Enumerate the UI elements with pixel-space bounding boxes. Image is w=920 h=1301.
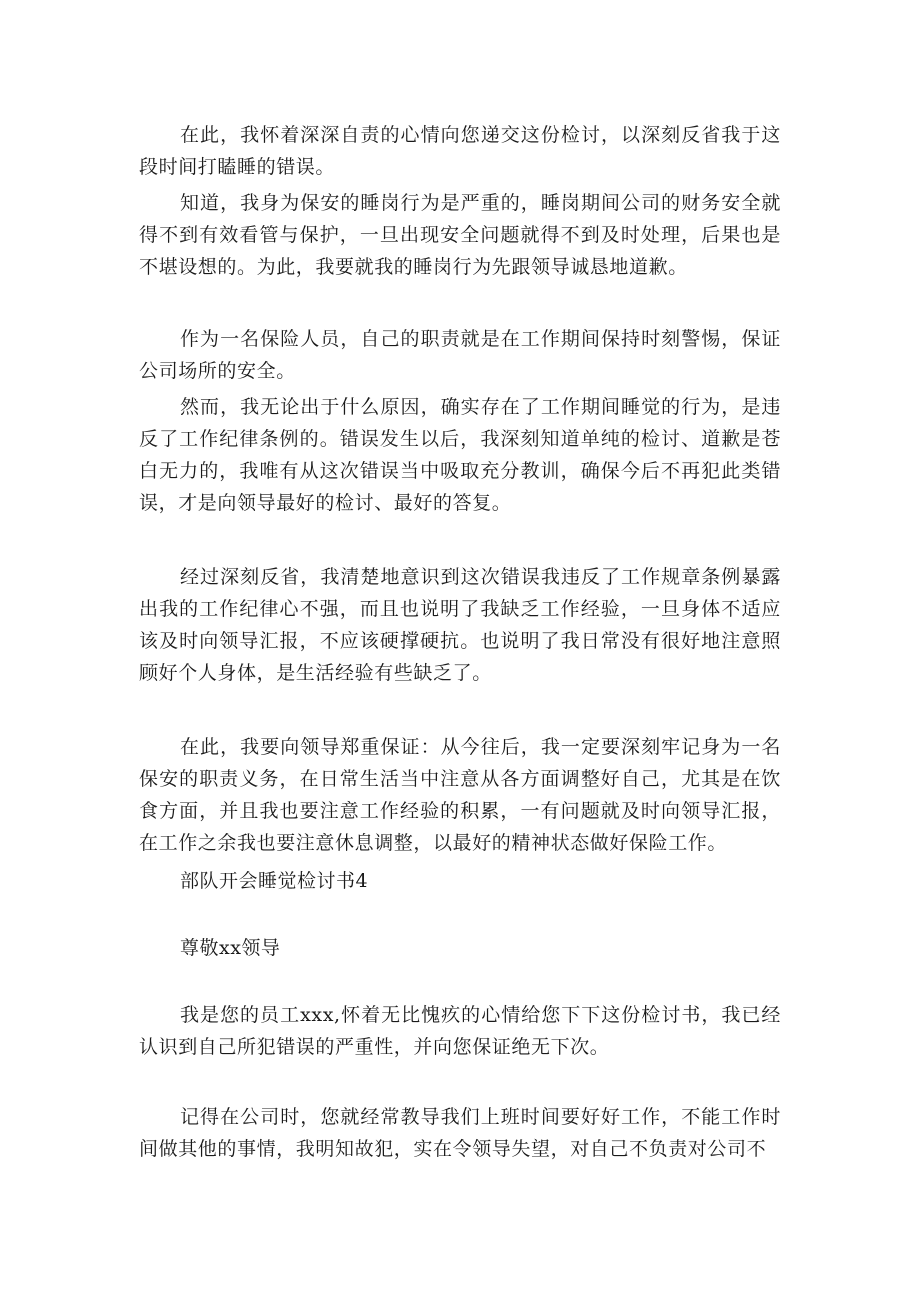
section-title: 部队开会睡觉检讨书4 bbox=[180, 870, 369, 892]
paragraph-7: 我是您的员工xxx,怀着无比愧疚的心情给您下下这份检讨书，我已经认识到自己所犯错误的严重性，并向您保证绝无下次。 bbox=[139, 1004, 781, 1058]
paragraph-4: 然而，我无论出于什么原因，确实存在了工作期间睡觉的行为，是违反了工作纪律条例的。错误发生以后，我深刻知道单纯的检讨、道歉是苍白无力的，我唯有从这次错误当中吸取充分教训，确保今后不再犯此类错误，才是向领导最好的检讨、最好的答复。 bbox=[139, 396, 781, 514]
paragraph-5: 经过深刻反省，我清楚地意识到这次错误我违反了工作规章条例暴露出我的工作纪律心不强，而且也说明了我缺乏工作经验，一旦身体不适应该及时向领导汇报，不应该硬撑硬抗。也说明了我日常没有很好地注意照顾好个人身体，是生活经验有些缺乏了。 bbox=[139, 566, 781, 684]
paragraph-1: 在此，我怀着深深自责的心情向您递交这份检讨，以深刻反省我于这段时间打瞌睡的错误。 bbox=[139, 124, 781, 178]
paragraph-3: 作为一名保险人员，自己的职责就是在工作期间保持时刻警惕，保证公司场所的安全。 bbox=[139, 328, 781, 382]
paragraph-8: 记得在公司时，您就经常教导我们上班时间要好好工作，不能工作时间做其他的事情，我明知故犯，实在令领导失望，对自己不负责对公司不 bbox=[139, 1106, 781, 1160]
salutation: 尊敬xx领导 bbox=[180, 937, 281, 959]
paragraph-6: 在此，我要向领导郑重保证：从今往后，我一定要深刻牢记身为一名保安的职责义务，在日常生活当中注意从各方面调整好自己，尤其是在饮食方面，并且我也要注意工作经验的积累，一有问题就及时向领导汇报，在工作之余我也要注意休息调整，以最好的精神状态做好保险工作。 bbox=[139, 736, 781, 854]
paragraph-2: 知道，我身为保安的睡岗行为是严重的，睡岗期间公司的财务安全就得不到有效看管与保护，一旦出现安全问题就得不到及时处理，后果也是不堪设想的。为此，我要就我的睡岗行为先跟领导诚恳地道歉。 bbox=[139, 192, 781, 278]
